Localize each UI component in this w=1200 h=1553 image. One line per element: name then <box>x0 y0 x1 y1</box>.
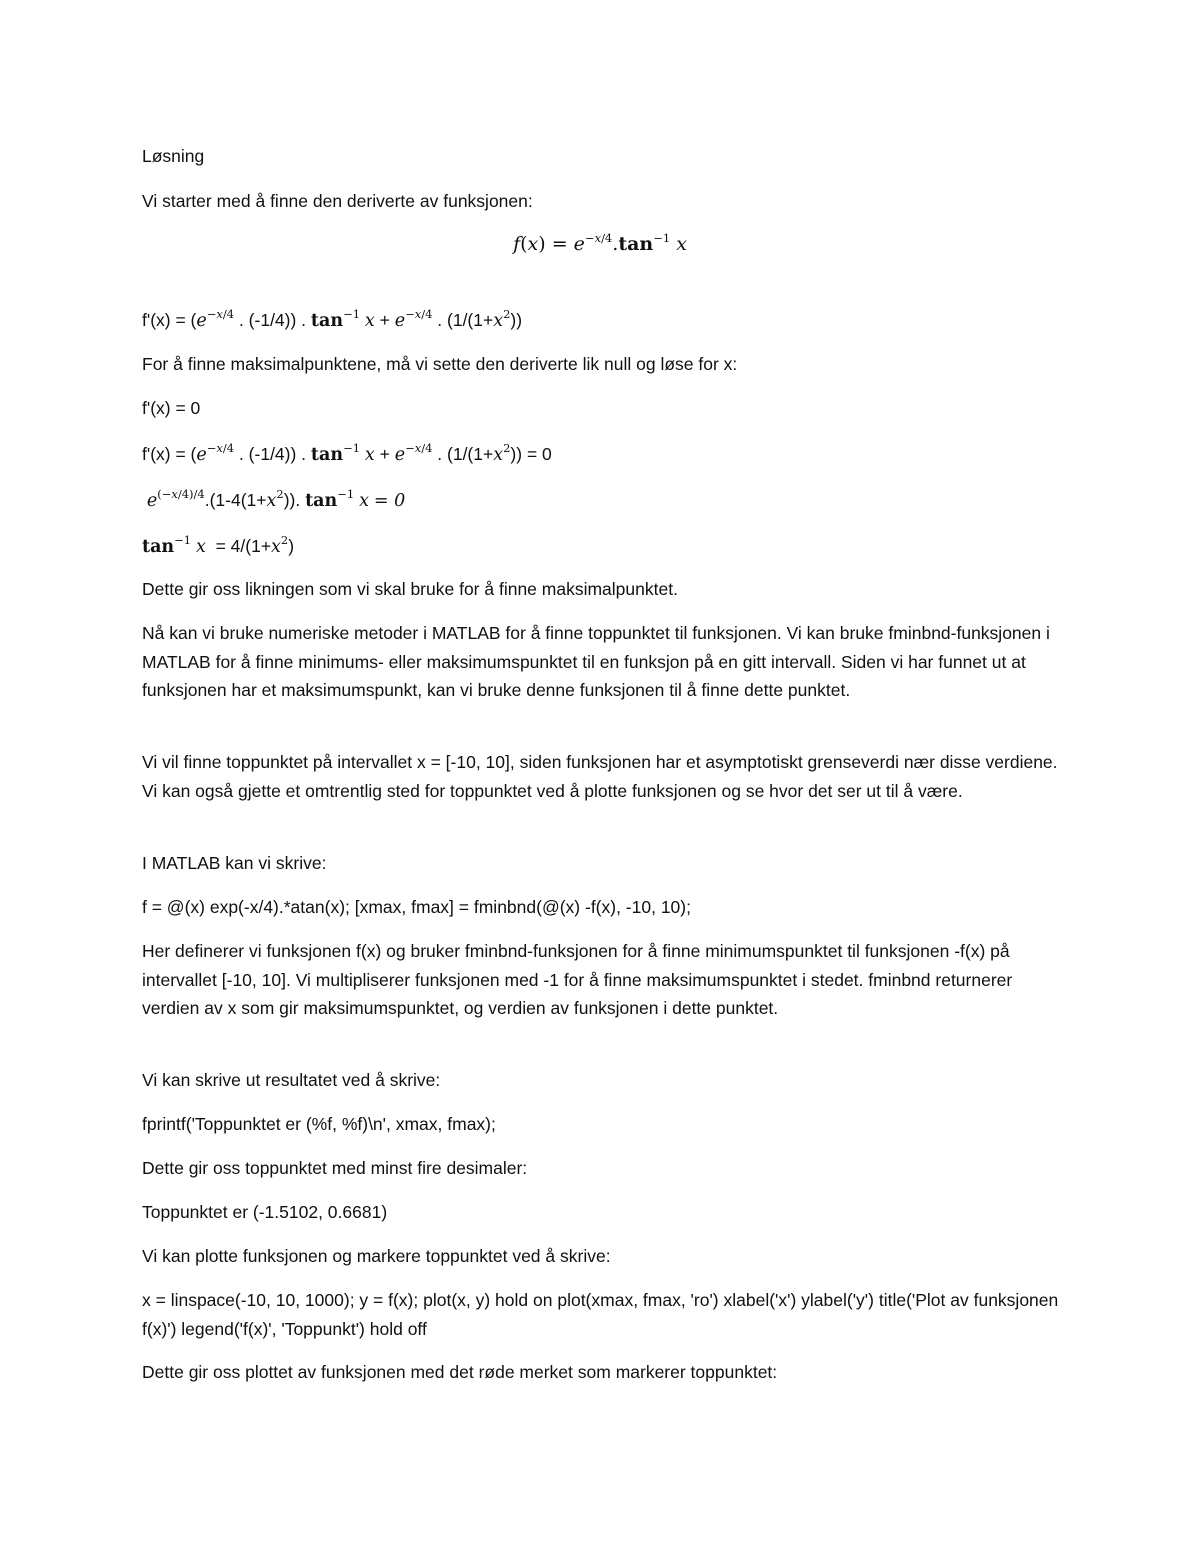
paragraph-result: Dette gir oss toppunktet med minst fire desimaler: <box>142 1158 528 1178</box>
equation-zero: f'(x) = 0 <box>142 398 201 418</box>
intro-paragraph: Vi starter med å finne den deriverte av funksjonen: <box>142 191 533 211</box>
equation-fprime: $f'(x) = (e^{-x/4}$ . (-1/4)) . $\tan^{-1} x + e^{-x/4}$ . $(1/(1+x^2))$ <box>142 307 523 331</box>
paragraph-explain: Her definerer vi funksjonen f(x) og bruker fminbnd-funksjonen for å finne minimumspunktet til funksjonen -f(x) på intervallet [-10, 10]. Vi multipliserer funksjonen med -1 for å finne maksimumspunktet i stedet. fminbnd returnerer verdien av x som gir maksimumspunktet, og verdien av funksjonen i dette punktet. <box>142 941 1018 1018</box>
paragraph-plot: Vi kan plotte funksjonen og markere toppunktet ved å skrive: <box>142 1246 611 1266</box>
result-line: Toppunktet er (-1.5102, 0.6681) <box>142 1202 388 1222</box>
code-fprintf: fprintf('Toppunktet er (%f, %f)\n', xmax, fmax); <box>142 1114 496 1134</box>
equation-f: $f(x) = e^{-x/4}.\tan^{-1}$ x <box>513 231 687 255</box>
paragraph-interval: Vi vil finne toppunktet på intervallet x = [-10, 10], siden funksjonen har et asymptotiskt grenseverdi nær disse verdiene. Vi kan også gjette et omtrentlig sted for toppunktet ved å plotte funksjonen og se hvor det ser ut til å være. <box>142 752 1063 801</box>
equation-atan: $\tan^{-1} x = 4/(1+x^2)$ <box>142 533 295 557</box>
equation-fprime-zero: $f'(x) = (e^{-x/4}$ . (-1/4)) . $\tan^{-1} x + e^{-x/4}$ . $(1/(1+x^2)) = 0$ <box>142 441 552 465</box>
paragraph-print: Vi kan skrive ut resultatet ved å skrive: <box>142 1070 441 1090</box>
heading: Løsning <box>142 146 205 166</box>
paragraph-matlab: I MATLAB kan vi skrive: <box>142 853 327 873</box>
code-fminbnd: f = @(x) exp(-x/4).*atan(x); [xmax, fmax] = fminbnd(@(x) -f(x), -10, 10); <box>142 897 691 917</box>
paragraph-equation: Dette gir oss likningen som vi skal bruke for å finne maksimalpunktet. <box>142 579 678 599</box>
paragraph-maximum: For å finne maksimalpunktene, må vi sette den deriverte lik null og løse for x: <box>142 354 738 374</box>
paragraph-numeric: Nå kan vi bruke numeriske metoder i MATLAB for å finne toppunktet til funksjonen. Vi kan bruke fminbnd-funksjonen i MATLAB for å finne minimums- eller maksimumspunktet til en funksjon på en gitt intervall. Siden vi har funnet ut at funksjonen har et maksimumspunkt, kan vi bruke denne funksjonen til å finne dette punktet. <box>142 623 1055 700</box>
paragraph-final: Dette gir oss plottet av funksjonen med det røde merket som markerer toppunktet: <box>142 1362 778 1382</box>
code-plot: x = linspace(-10, 10, 1000); y = f(x); plot(x, y) hold on plot(xmax, fmax, 'ro') xlabel('x') ylabel('y') title('Plot av funksjonen f(x)') legend('f(x)', 'Toppunkt') hold off <box>142 1290 1064 1339</box>
equation-factored: $e^{(-x/4)/4}.(1-4(1+x^2))$. $\tan^{-1} x = 0$ <box>146 487 406 511</box>
